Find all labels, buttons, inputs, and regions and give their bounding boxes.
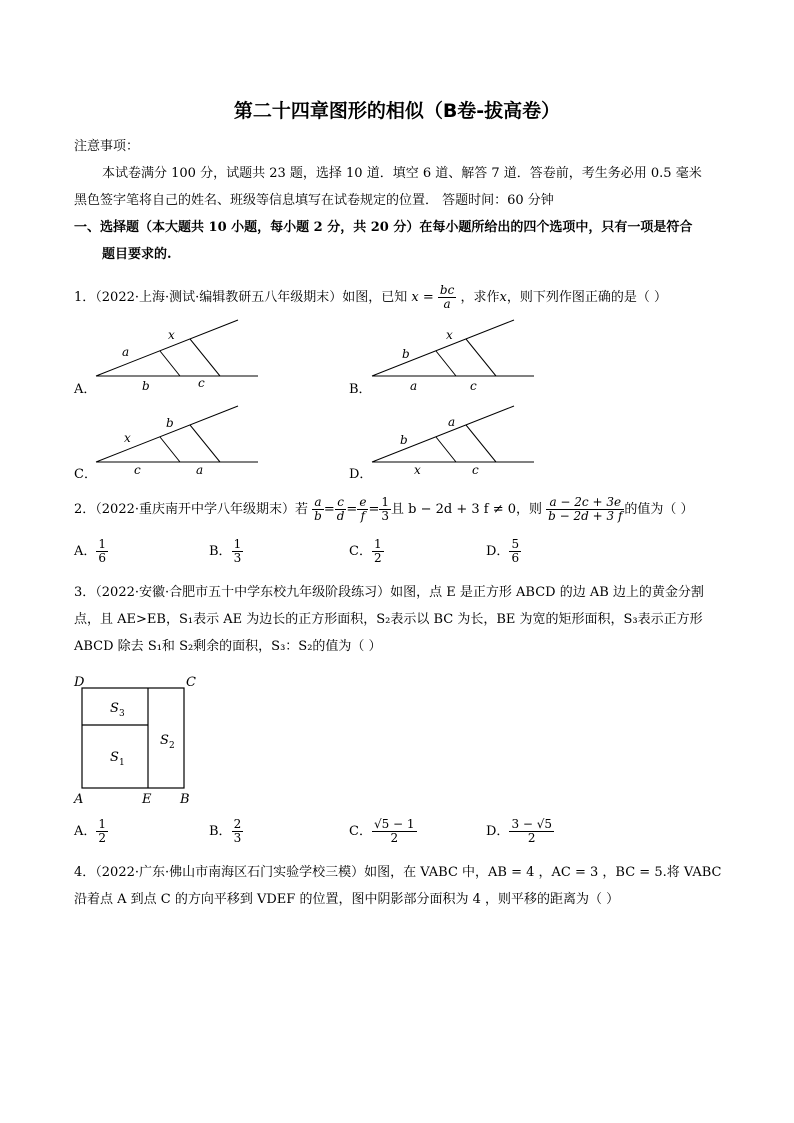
q2-option-d-den: 6 (511, 551, 520, 565)
q3-option-c-num: √5 − 1 (373, 817, 415, 831)
q2-option-a-num: 1 (98, 537, 107, 551)
q2-frac-4 (379, 496, 391, 523)
question-4-line-1: 4．（2022·广东·佛山市南海区石门实验学校三模）如图，在 VABC 中，AB = 4 ，AC = 3 ，BC = 5.将 VABC (74, 865, 722, 880)
q2-frac-3 (357, 496, 368, 523)
q2-option-b[interactable] (209, 538, 243, 565)
q3-option-a-label: A． (74, 824, 97, 839)
q3-option-d-den: 2 (527, 831, 536, 845)
q1-a-lower2: c (198, 376, 205, 390)
section-1-heading: 一、选择题（本大题共 10 小题，每小题 2 分，共 20 分）在每小题所给出的四个选项中，只有一项是符合 (74, 220, 693, 235)
q2-frac-2-den: d (336, 509, 345, 523)
question-4-line-2: 沿着点 A 到点 C 的方向平移到 VDEF 的位置，图中阴影部分面积为 4 ，则平移的距离为（ ） (74, 892, 620, 907)
q1-option-d-label[interactable]: D． (349, 467, 373, 482)
q1-option-d-figure (366, 400, 541, 480)
q1-option-b-figure (366, 314, 541, 394)
q3-option-d[interactable] (486, 818, 554, 845)
q2-frac-3-den: f (360, 509, 366, 523)
q1-b-lower1: a (410, 379, 418, 393)
question-3-line-1: 3．（2022·安徽·合肥市五十中学东校九年级阶段练习）如图，点 E 是正方形 ABCD 的边 AB 边上的黄金分割 (74, 585, 704, 600)
q3-option-b-label: B． (209, 824, 232, 839)
question-3-line-3: ABCD 除去 S₁和 S₂剩余的面积，S₃：S₂的值为（ ） (74, 639, 382, 654)
q2-option-c-num: 1 (373, 537, 382, 551)
q1-option-c-figure (90, 400, 265, 480)
section-1-heading-cont: 题目要求的. (102, 247, 172, 262)
q3-label-c: C (186, 675, 196, 690)
q3-option-a-den: 2 (98, 831, 107, 845)
q3-label-b: B (180, 792, 190, 807)
q1-b-upper2: x (446, 328, 453, 342)
q1-d-upper1: b (400, 433, 408, 447)
q2-option-c-label: C． (349, 544, 372, 559)
q1-option-c-label[interactable]: C． (74, 467, 97, 482)
q3-label-s2: S (160, 733, 169, 748)
q3-label-s2-sub: 2 (169, 741, 175, 751)
q3-option-b[interactable] (209, 818, 243, 845)
q1-a-upper2: x (168, 328, 175, 342)
q2-option-c[interactable] (349, 538, 384, 565)
q2-big-num: a − 2c + 3e (546, 496, 624, 510)
q1-b-lower2: c (470, 379, 477, 393)
q2-frac-1-num: a (312, 496, 324, 510)
q3-option-d-label: D． (486, 824, 510, 839)
notice-line-1: 本试卷满分 100 分，试题共 23 题，选择 10 道．填空 6 道、解答 7 道．答卷前，考生务必用 0.5 毫米 (102, 166, 702, 181)
q1-formula-lhs: x = (411, 290, 434, 305)
q2-option-d[interactable] (486, 538, 521, 565)
q1-d-lower1: x (414, 463, 421, 477)
q2-frac-2-num: c (335, 496, 347, 510)
q2-option-a[interactable] (74, 538, 108, 565)
q3-square-figure (70, 672, 210, 808)
q1-c-upper1: x (124, 431, 131, 445)
q2-option-b-den: 3 (233, 551, 242, 565)
q2-option-d-label: D． (486, 544, 510, 559)
q3-label-s3: S (110, 701, 119, 716)
q1-a-lower1: b (142, 379, 150, 393)
q3-option-c-den: 2 (390, 831, 399, 845)
q1-option-a-label[interactable]: A． (74, 382, 97, 397)
question-1-text (74, 284, 667, 311)
q1-a-upper1: a (122, 345, 130, 359)
q1-var-x: x (499, 290, 507, 305)
q1-option-b-label[interactable]: B． (349, 382, 372, 397)
q1-d-upper2: a (448, 415, 456, 429)
q1-c-upper2: b (166, 416, 174, 430)
q1-frac-num: bc (439, 283, 455, 297)
question-2-text: 2．（2022·重庆南开中学八年级期末）若 $\frac{a}{b}$ = $\frac{c}{d}$ = $\frac{e}{f}$ = $\frac{1}{3}$ 且 b − 2d + 3 f ≠ 0，则 $\frac{a - 2c + 3e}{b - 2d + 3 f}$ 的值为（ ） (74, 495, 694, 523)
q3-option-b-den: 3 (233, 831, 242, 845)
q3-label-s1-sub: 1 (119, 758, 125, 768)
q1-b-upper1: b (402, 347, 410, 361)
q2-prefix: 2．（2022·重庆南开中学八年级期末）若 (74, 502, 308, 517)
q1-option-a-figure (90, 314, 265, 394)
question-3-line-2: 点，且 AE>EB，S₁表示 AE 为边长的正方形面积，S₂表示以 BC 为长，BE 为宽的矩形面积，S₃表示正方形 (74, 612, 703, 627)
q3-label-s3-sub: 3 (119, 709, 125, 719)
q1-prefix: 1．（2022·上海·测试·编辑教研五八年级期末）如图，已知 (74, 290, 408, 305)
q2-frac-1 (312, 496, 324, 523)
q2-big-den: b − 2d + 3 f (548, 509, 623, 523)
q2-option-d-num: 5 (511, 537, 520, 551)
q2-option-c-den: 2 (373, 551, 382, 565)
q3-option-a[interactable] (74, 818, 108, 845)
q3-label-d: D (74, 675, 85, 690)
q2-option-a-den: 6 (98, 551, 107, 565)
q2-frac-3-num: e (359, 495, 367, 509)
q2-option-a-label: A． (74, 544, 97, 559)
notice-heading: 注意事项： (74, 139, 140, 154)
q2-condition: 且 b − 2d + 3 f ≠ 0，则 (390, 502, 542, 517)
q2-suffix: 的值为（ ） (624, 502, 694, 517)
q3-label-s1: S (110, 750, 119, 765)
q1-frac-den: a (443, 297, 451, 311)
page-title: 第二十四章图形的相似（B卷-拔高卷） (233, 100, 561, 122)
q2-frac-2 (335, 496, 347, 523)
q3-option-b-num: 2 (233, 817, 242, 831)
q1-d-lower2: c (472, 463, 479, 477)
q3-label-e: E (142, 792, 152, 807)
q2-big-fraction (546, 496, 624, 523)
q3-option-d-num: 3 − √5 (511, 817, 553, 831)
q3-label-a: A (74, 792, 84, 807)
q2-frac-4-num: 1 (381, 495, 389, 509)
q3-option-c-label: C． (349, 824, 372, 839)
q2-frac-4-den: 3 (381, 509, 389, 523)
q1-suffix-b: ，则下列作图正确的是（ ） (506, 290, 667, 305)
q2-option-b-label: B． (209, 544, 232, 559)
q1-fraction (438, 284, 456, 311)
q2-frac-1-den: b (314, 509, 322, 523)
q1-suffix-a: ，求作 (460, 290, 500, 305)
q2-option-b-num: 1 (233, 537, 242, 551)
notice-line-2: 黑色签字笔将自己的姓名、班级等信息填写在试卷规定的位置． 答题时间：60 分钟 (74, 193, 554, 208)
q3-option-c[interactable] (349, 818, 417, 845)
q3-option-a-num: 1 (98, 817, 107, 831)
q1-c-lower1: c (134, 463, 141, 477)
q1-c-lower2: a (196, 463, 204, 477)
